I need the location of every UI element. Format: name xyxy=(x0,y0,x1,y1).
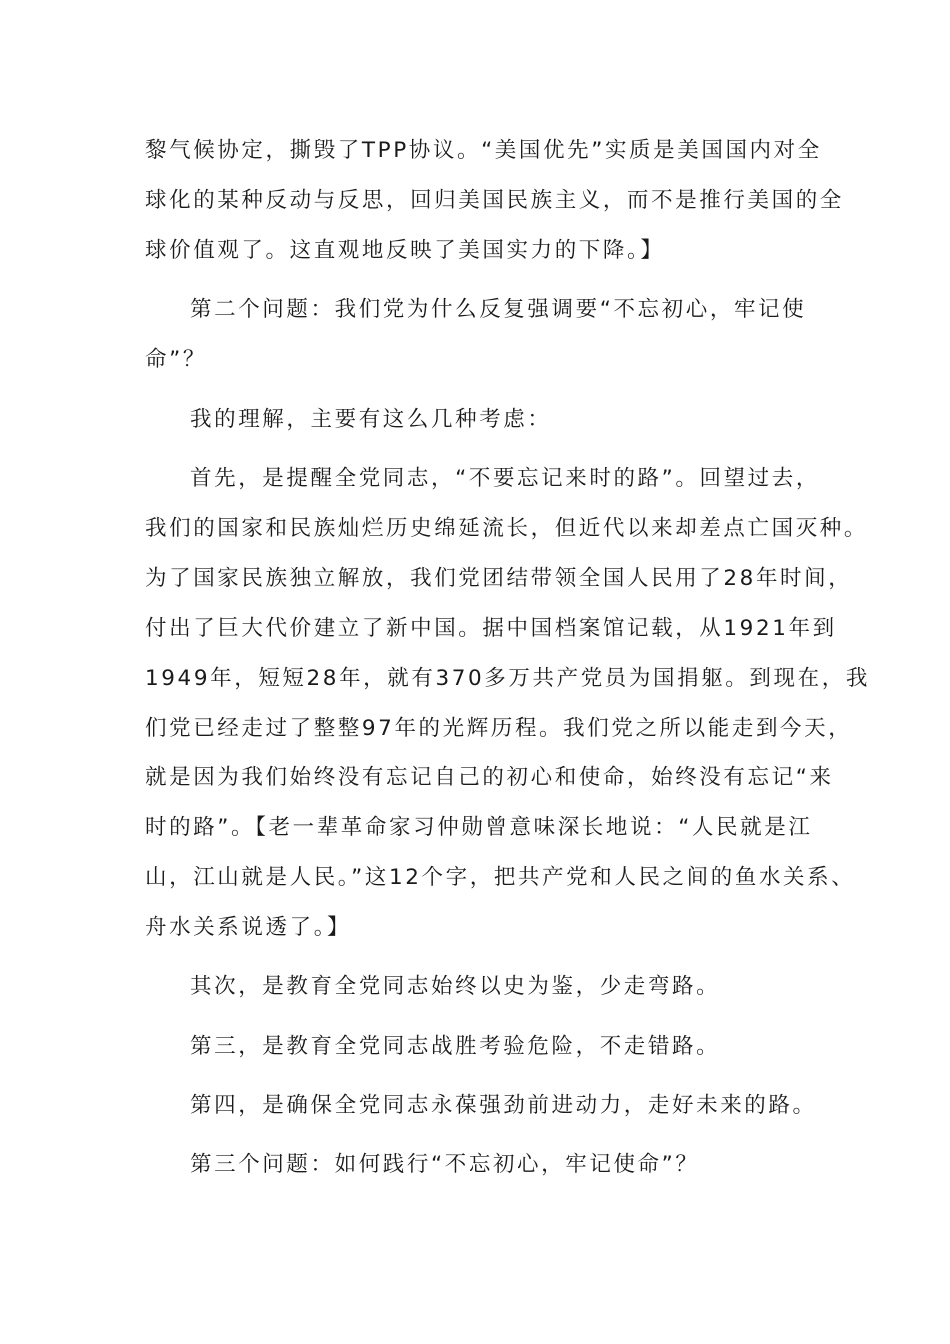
text-line: 时的路”。【老一辈革命家习仲勋曾意味深长地说：“人民就是江 xyxy=(145,815,813,840)
text-line: 为了国家民族独立解放，我们党团结带领全国人民用了28年时间， xyxy=(145,566,853,591)
text-line: 我们的国家和民族灿烂历史绵延流长，但近代以来却差点亡国灭种。 xyxy=(145,516,869,541)
text-line: 我的理解，主要有这么几种考虑： xyxy=(190,407,552,432)
paragraph-first-line: 首先，是提醒全党同志，“不要忘记来时的路”。回望过去， xyxy=(190,466,820,491)
text-line: 舟水关系说透了。】 xyxy=(145,915,352,940)
text-line: 第三，是教育全党同志战胜考验危险，不走错路。 xyxy=(190,1034,721,1059)
text-line: 第四，是确保全党同志永葆强劲前进动力，走好未来的路。 xyxy=(190,1093,817,1118)
text-line: 黎气候协定，撕毁了TPP协议。“美国优先”实质是美国国内对全 xyxy=(145,138,822,163)
text-line: 命”？ xyxy=(145,347,207,372)
text-line: 球化的某种反动与反思，回归美国民族主义，而不是推行美国的全 xyxy=(145,188,844,213)
text-line: 1949年，短短28年，就有370多万共产党员为国捐躯。到现在，我 xyxy=(145,666,870,691)
text-line: 们党已经走过了整整97年的光辉历程。我们党之所以能走到今天， xyxy=(145,716,853,741)
text-line: 山，江山就是人民。”这12个字，把共产党和人民之间的鱼水关系、 xyxy=(145,865,856,890)
text-line: 就是因为我们始终没有忘记自己的初心和使命，始终没有忘记“来 xyxy=(145,765,834,790)
text-line: 球价值观了。这直观地反映了美国实力的下降。】 xyxy=(145,238,665,263)
question-heading: 第二个问题：我们党为什么反复强调要“不忘初心，牢记使 xyxy=(190,297,807,322)
text-line: 其次，是教育全党同志始终以史为鉴，少走弯路。 xyxy=(190,974,721,999)
question-heading: 第三个问题：如何践行“不忘初心，牢记使命”？ xyxy=(190,1152,700,1177)
text-line: 付出了巨大代价建立了新中国。据中国档案馆记载，从1921年到 xyxy=(145,616,837,641)
